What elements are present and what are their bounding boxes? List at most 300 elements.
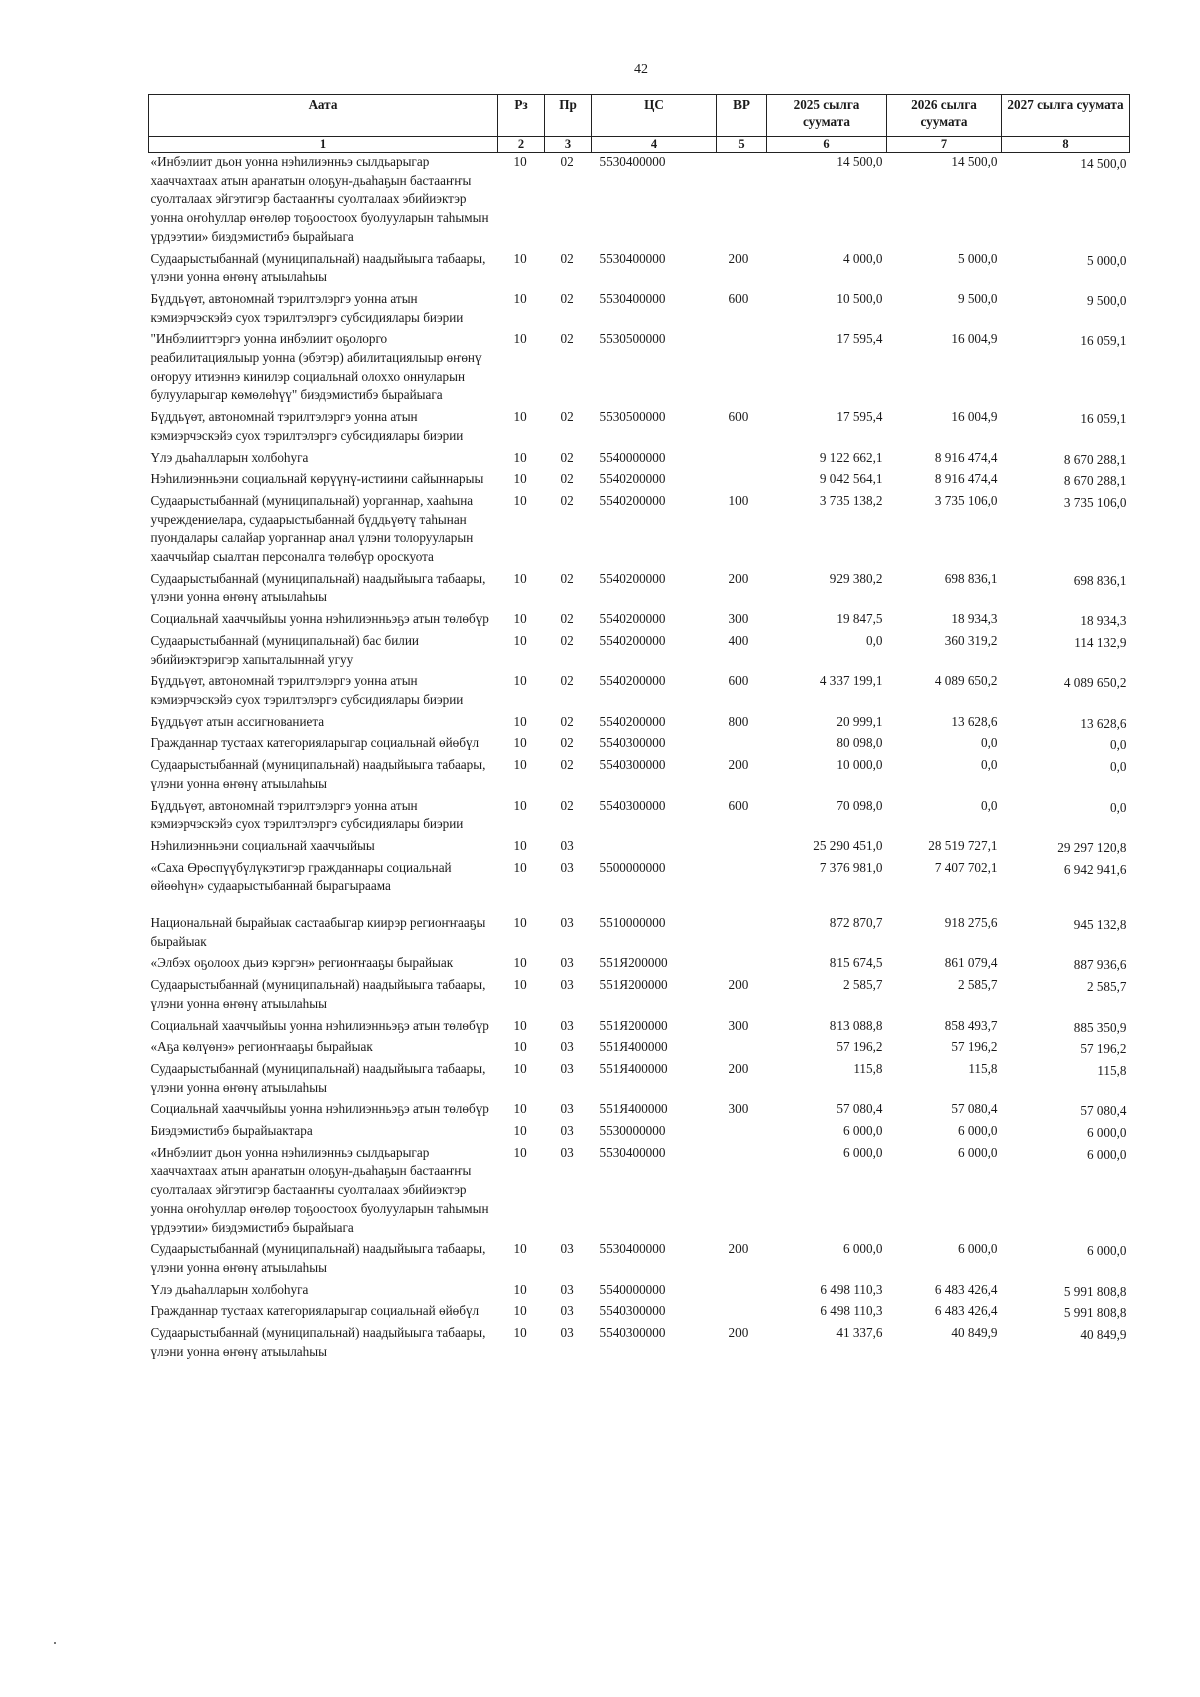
row-pr: 03 bbox=[560, 1060, 574, 1076]
row-vr: 200 bbox=[728, 1241, 749, 1257]
row-2027-value: 8 670 288,1 bbox=[1063, 473, 1127, 489]
row-name: Биэдэмистибэ бырайыактара bbox=[150, 1123, 313, 1139]
row-vr: 200 bbox=[728, 1060, 749, 1076]
row-name: Социальнай хааччыйыы уонна нэһилиэнньэҕэ атын төлөбүр bbox=[150, 1101, 489, 1117]
row-2026-amount: 18 934,3 bbox=[951, 611, 998, 627]
row-2025-amount: 115,8 bbox=[853, 1060, 883, 1076]
row-rz: 10 bbox=[513, 713, 527, 729]
table-row bbox=[149, 1324, 1130, 1364]
row-2027-amount bbox=[1002, 672, 1130, 712]
row-rz: 10 bbox=[513, 1241, 527, 1257]
row-2026-amount: 14 500,0 bbox=[951, 154, 998, 169]
row-pr: 02 bbox=[560, 331, 574, 347]
row-2027-value: 57 196,2 bbox=[1080, 1041, 1127, 1057]
row-2025-amount: 6 498 110,3 bbox=[820, 1281, 883, 1297]
row-cs: 5540300000 bbox=[599, 797, 666, 813]
row-2027-amount bbox=[1002, 470, 1130, 492]
row-2026-amount: 6 000,0 bbox=[957, 1241, 998, 1257]
row-rz: 10 bbox=[513, 1060, 527, 1076]
row-name: Нэһилиэнньэни социальнай хааччыйыы bbox=[150, 837, 375, 853]
row-2026-amount: 7 407 702,1 bbox=[934, 859, 998, 875]
row-vr: 200 bbox=[728, 1325, 749, 1341]
row-cs: 5530400000 bbox=[599, 250, 666, 266]
row-2027-amount bbox=[1002, 954, 1130, 976]
row-2026-amount: 698 836,1 bbox=[944, 570, 998, 586]
row-cs: 5540200000 bbox=[599, 713, 666, 729]
row-vr: 600 bbox=[728, 290, 749, 306]
row-2026-amount: 5 000,0 bbox=[957, 250, 998, 266]
column-number: 3 bbox=[545, 137, 592, 153]
row-name: Судаарыстыбаннай (муниципальнай) уорганнар, хааһына учреждениелара, судаарыстыбаннай бүддьүөтү таһынан пуондалары салайар уорганнар анал үлэни толорууларын хааччыйар сыалтан персоналга төлөбүр ороскуота bbox=[150, 492, 474, 565]
row-cs: 5540000000 bbox=[599, 449, 666, 465]
row-pr: 03 bbox=[560, 859, 574, 875]
row-2027-value: 0,0 bbox=[1110, 759, 1127, 775]
row-name: Судаарыстыбаннай (муниципальнай) бас билии эбийиэктэригэр хапыталыннай угуу bbox=[150, 632, 419, 667]
table-row bbox=[149, 1240, 1130, 1280]
table-row bbox=[149, 1100, 1130, 1122]
row-rz: 10 bbox=[513, 409, 527, 425]
column-number: 7 bbox=[887, 137, 1002, 153]
row-2025-amount: 70 098,0 bbox=[836, 797, 883, 813]
row-2027-value: 698 836,1 bbox=[1073, 572, 1127, 588]
table-row bbox=[149, 672, 1130, 712]
row-name: Гражданнар тустаах категорияларыгар социальнай өйөбүл bbox=[150, 1303, 480, 1319]
row-2027-amount bbox=[1002, 492, 1130, 570]
row-2026-amount: 6 000,0 bbox=[957, 1123, 998, 1139]
row-pr: 02 bbox=[560, 154, 574, 169]
row-name: Бүддьүөт, автономнай тэрилтэлэргэ уонна атын кэмиэрчэскэйэ суох тэрилтэлэргэ субсидиялары биэрии bbox=[150, 290, 464, 325]
row-vr: 300 bbox=[728, 1017, 749, 1033]
row-2026-amount: 57 196,2 bbox=[951, 1039, 998, 1055]
row-vr bbox=[717, 1038, 767, 1060]
row-name: Бүддьүөт, автономнай тэрилтэлэргэ уонна атын кэмиэрчэскэйэ суох тэрилтэлэргэ субсидиялары биэрии bbox=[150, 797, 464, 832]
row-name: Үлэ дьаһалларын холбоһуга bbox=[150, 1281, 309, 1297]
row-cs: 551Я400000 bbox=[599, 1039, 668, 1055]
row-cs: 5530400000 bbox=[599, 154, 666, 169]
table-row bbox=[149, 976, 1130, 1016]
row-vr bbox=[717, 330, 767, 408]
row-2027-value: 6 000,0 bbox=[1086, 1125, 1127, 1141]
row-pr: 03 bbox=[560, 1241, 574, 1257]
header-rz: Рз bbox=[498, 95, 545, 137]
row-2025-amount: 6 000,0 bbox=[842, 1123, 883, 1139]
row-2027-value: 29 297 120,8 bbox=[1057, 839, 1127, 855]
table-row bbox=[149, 797, 1130, 837]
row-rz: 10 bbox=[513, 673, 527, 689]
row-2026-amount: 16 004,9 bbox=[951, 331, 998, 347]
row-2025-amount: 815 674,5 bbox=[829, 955, 883, 971]
row-pr: 02 bbox=[560, 492, 574, 508]
row-pr: 02 bbox=[560, 713, 574, 729]
row-rz: 10 bbox=[513, 797, 527, 813]
row-vr: 600 bbox=[728, 673, 749, 689]
row-cs: 5530400000 bbox=[599, 1144, 666, 1160]
row-2027-amount bbox=[1002, 1144, 1130, 1241]
row-name: «Инбэлиит дьон уонна нэһилиэнньэ сылдьарыгар хааччахтаах атын араҥатын олоҕун-дьаһаҕын бастааҥҥы суолталаах эйгэтигэр бастааҥҥы суолталаах эбийиэктэр уонна оҥоһуллар өҥөлөр тоҕоостоох буолууларын таһымын үрдээтии» биэдэмистибэ бырайыага bbox=[150, 1144, 489, 1235]
row-vr: 600 bbox=[728, 797, 749, 813]
row-2025-amount: 80 098,0 bbox=[836, 735, 883, 751]
row-2025-amount: 6 000,0 bbox=[842, 1144, 883, 1160]
row-2027-amount bbox=[1002, 1017, 1130, 1039]
row-rz: 10 bbox=[513, 955, 527, 971]
row-vr: 400 bbox=[728, 632, 749, 648]
row-2027-amount bbox=[1002, 1122, 1130, 1144]
page-number: 42 bbox=[634, 62, 648, 77]
row-name: Судаарыстыбаннай (муниципальнай) наадыйыыга табаары, үлэни уонна өҥөнү атыылаһыы bbox=[150, 1325, 486, 1359]
row-rz: 10 bbox=[513, 1144, 527, 1160]
row-rz: 10 bbox=[513, 837, 527, 853]
row-vr bbox=[717, 914, 767, 954]
row-vr bbox=[717, 837, 767, 859]
row-rz: 10 bbox=[513, 471, 527, 487]
row-name: Бүддьүөт атын ассигнованиета bbox=[150, 713, 325, 729]
row-2027-amount bbox=[1002, 1302, 1130, 1324]
row-rz: 10 bbox=[513, 492, 527, 508]
row-pr: 03 bbox=[560, 1281, 574, 1297]
row-2026-amount: 13 628,6 bbox=[951, 713, 998, 729]
row-2026-amount: 115,8 bbox=[968, 1060, 998, 1076]
column-number: 5 bbox=[717, 137, 767, 153]
header-pr: Пр bbox=[545, 95, 592, 137]
row-cs: 5540200000 bbox=[599, 611, 666, 627]
row-2027-value: 5 991 808,8 bbox=[1063, 1283, 1127, 1299]
row-2027-value: 887 936,6 bbox=[1073, 957, 1127, 973]
row-2027-amount bbox=[1002, 837, 1130, 859]
row-2025-amount: 10 500,0 bbox=[836, 290, 883, 306]
row-2025-amount: 3 735 138,2 bbox=[819, 492, 883, 508]
row-name: «Саха Өрөспүүбүлүкэтигэр гражданнары социальнай өйөөһүн» судаарыстыбаннай бырагыраама bbox=[150, 859, 452, 894]
row-pr: 02 bbox=[560, 673, 574, 689]
header-name: Аата bbox=[149, 95, 498, 137]
row-vr: 800 bbox=[728, 713, 749, 729]
row-pr: 02 bbox=[560, 250, 574, 266]
header-2025: 2025 сылга суумата bbox=[767, 95, 887, 137]
row-cs: 5540300000 bbox=[599, 1325, 666, 1341]
row-pr: 02 bbox=[560, 632, 574, 648]
row-rz: 10 bbox=[513, 611, 527, 627]
row-2025-amount: 20 999,1 bbox=[836, 713, 883, 729]
row-rz: 10 bbox=[513, 331, 527, 347]
row-rz: 10 bbox=[513, 290, 527, 306]
row-cs: 5540200000 bbox=[599, 570, 666, 586]
row-vr: 200 bbox=[728, 570, 749, 586]
row-cs: 5530000000 bbox=[599, 1123, 666, 1139]
table-row bbox=[149, 954, 1130, 976]
row-2027-value: 16 059,1 bbox=[1080, 411, 1127, 427]
row-name: Бүддьүөт, автономнай тэрилтэлэргэ уонна атын кэмиэрчэскэйэ суох тэрилтэлэргэ субсидиялары биэрии bbox=[150, 673, 464, 707]
row-name: «Инбэлиит дьон уонна нэһилиэнньэ сылдьарыгар хааччахтаах атын араҥатын олоҕун-дьаһаҕын бастааҥҥы суолталаах эйгэтигэр бастааҥҥы суолталаах эбийиэктэр уонна оҥоһуллар өҥөлөр тоҕоостоох буолууларын таһымын үрдээтии» биэдэмистибэ бырайыага bbox=[150, 154, 489, 244]
row-2025-amount: 6 000,0 bbox=[842, 1241, 883, 1257]
row-pr: 03 bbox=[560, 1017, 574, 1033]
table-row bbox=[149, 153, 1130, 250]
row-pr: 02 bbox=[560, 471, 574, 487]
table-row bbox=[149, 837, 1130, 859]
table-row bbox=[149, 1122, 1130, 1144]
row-2027-amount bbox=[1002, 153, 1130, 250]
row-name: Гражданнар тустаах категорияларыгар социальнай өйөбүл bbox=[150, 735, 480, 751]
row-2025-amount: 57 196,2 bbox=[836, 1039, 883, 1055]
column-number: 4 bbox=[592, 137, 717, 153]
table-row bbox=[149, 1144, 1130, 1241]
row-2025-amount: 17 595,4 bbox=[836, 409, 883, 425]
row-rz: 10 bbox=[513, 1123, 527, 1139]
row-name: «Элбэх оҕолоох дьиэ кэргэн» региоҥҥааҕы бырайыак bbox=[150, 955, 454, 971]
row-pr: 02 bbox=[560, 570, 574, 586]
row-vr bbox=[717, 153, 767, 250]
header-2026: 2026 сылга суумата bbox=[887, 95, 1002, 137]
row-2025-amount: 17 595,4 bbox=[836, 331, 883, 347]
column-number: 1 bbox=[149, 137, 498, 153]
row-2026-amount: 360 319,2 bbox=[944, 632, 998, 648]
row-2027-value: 3 735 106,0 bbox=[1063, 494, 1127, 510]
row-2027-amount bbox=[1002, 250, 1130, 290]
row-name: Судаарыстыбаннай (муниципальнай) наадыйыыга табаары, үлэни уонна өҥөнү атыылаһыы bbox=[150, 757, 486, 791]
row-2027-value: 114 132,9 bbox=[1074, 634, 1127, 650]
table-row bbox=[149, 1038, 1130, 1060]
column-number: 2 bbox=[498, 137, 545, 153]
row-cs: 5530400000 bbox=[599, 290, 666, 306]
row-cs: 551Я400000 bbox=[599, 1101, 668, 1117]
row-2026-amount: 858 493,7 bbox=[944, 1017, 998, 1033]
row-2026-amount: 0,0 bbox=[981, 757, 998, 773]
row-cs: 5530500000 bbox=[599, 409, 666, 425]
table-row bbox=[149, 734, 1130, 756]
table-row bbox=[149, 449, 1130, 471]
row-2025-amount: 4 000,0 bbox=[842, 250, 883, 266]
row-cs: 5540200000 bbox=[599, 673, 666, 689]
row-2027-amount bbox=[1002, 330, 1130, 408]
row-vr: 600 bbox=[728, 409, 749, 425]
row-2027-value: 6 942 941,6 bbox=[1063, 861, 1127, 877]
row-2025-amount: 9 122 662,1 bbox=[819, 449, 883, 465]
row-rz: 10 bbox=[513, 1101, 527, 1117]
row-pr: 02 bbox=[560, 290, 574, 306]
row-2027-value: 115,8 bbox=[1097, 1062, 1127, 1078]
row-2025-amount: 2 585,7 bbox=[842, 977, 883, 993]
table-header-row bbox=[149, 95, 1130, 137]
row-rz: 10 bbox=[513, 1281, 527, 1297]
row-name: Нэһилиэнньэни социальнай көрүүнү-истиини сайыннарыы bbox=[150, 471, 484, 487]
row-2027-amount bbox=[1002, 734, 1130, 756]
row-pr: 03 bbox=[560, 1325, 574, 1341]
row-name: Судаарыстыбаннай (муниципальнай) наадыйыыга табаары, үлэни уонна өҥөнү атыылаһыы bbox=[150, 570, 486, 605]
row-cs: 551Я200000 bbox=[599, 977, 668, 993]
table-row bbox=[149, 250, 1130, 290]
row-rz: 10 bbox=[513, 757, 527, 773]
row-2026-amount: 3 735 106,0 bbox=[934, 492, 998, 508]
table-row bbox=[149, 610, 1130, 632]
row-rz: 10 bbox=[513, 859, 527, 875]
row-vr bbox=[717, 1122, 767, 1144]
row-2025-amount: 25 290 451,0 bbox=[813, 837, 883, 853]
row-pr: 02 bbox=[560, 735, 574, 751]
row-cs: 5540300000 bbox=[599, 757, 666, 773]
row-pr: 03 bbox=[560, 977, 574, 993]
row-name: Социальнай хааччыйыы уонна нэһилиэнньэҕэ атын төлөбүр bbox=[150, 1017, 489, 1033]
row-rz: 10 bbox=[513, 1325, 527, 1341]
row-2027-amount bbox=[1002, 1100, 1130, 1122]
row-pr: 02 bbox=[560, 449, 574, 465]
row-2025-amount: 813 088,8 bbox=[829, 1017, 883, 1033]
row-2026-amount: 6 483 426,4 bbox=[934, 1281, 998, 1297]
table-row bbox=[149, 1017, 1130, 1039]
row-cs: 5540200000 bbox=[599, 471, 666, 487]
row-2026-amount: 28 519 727,1 bbox=[928, 837, 998, 853]
row-2027-amount bbox=[1002, 756, 1130, 796]
row-2027-value: 885 350,9 bbox=[1073, 1019, 1127, 1035]
row-2026-amount: 861 079,4 bbox=[944, 955, 998, 971]
budget-table bbox=[148, 94, 1130, 1364]
row-2025-amount: 872 870,7 bbox=[829, 915, 883, 931]
row-2027-value: 57 080,4 bbox=[1080, 1103, 1127, 1119]
row-2027-value: 8 670 288,1 bbox=[1063, 451, 1127, 467]
table-row bbox=[149, 859, 1130, 914]
row-2027-amount bbox=[1002, 1281, 1130, 1303]
row-rz: 10 bbox=[513, 250, 527, 266]
row-2027-value: 6 000,0 bbox=[1086, 1146, 1127, 1162]
row-2026-amount: 8 916 474,4 bbox=[934, 471, 998, 487]
row-rz: 10 bbox=[513, 632, 527, 648]
row-2025-amount: 929 380,2 bbox=[829, 570, 883, 586]
table-row bbox=[149, 632, 1130, 672]
row-2027-amount bbox=[1002, 859, 1130, 914]
row-name: Судаарыстыбаннай (муниципальнай) наадыйыыга табаары, үлэни уонна өҥөнү атыылаһыы bbox=[150, 977, 486, 1011]
row-pr: 02 bbox=[560, 797, 574, 813]
row-pr: 03 bbox=[560, 1123, 574, 1139]
row-rz: 10 bbox=[513, 735, 527, 751]
row-vr bbox=[717, 954, 767, 976]
row-2026-amount: 16 004,9 bbox=[951, 409, 998, 425]
row-cs bbox=[592, 837, 717, 859]
row-rz: 10 bbox=[513, 915, 527, 931]
row-2025-amount: 4 337 199,1 bbox=[819, 673, 883, 689]
row-vr: 200 bbox=[728, 977, 749, 993]
column-number: 6 bbox=[767, 137, 887, 153]
row-2027-value: 2 585,7 bbox=[1086, 979, 1127, 995]
row-2027-value: 0,0 bbox=[1110, 737, 1127, 753]
row-pr: 02 bbox=[560, 611, 574, 627]
row-2025-amount: 19 847,5 bbox=[836, 611, 883, 627]
row-2026-amount: 0,0 bbox=[981, 797, 998, 813]
row-cs: 5540200000 bbox=[599, 492, 666, 508]
table-row bbox=[149, 330, 1130, 408]
row-2027-amount bbox=[1002, 610, 1130, 632]
table-row bbox=[149, 713, 1130, 735]
row-2027-value: 18 934,3 bbox=[1080, 613, 1127, 629]
row-cs: 5530400000 bbox=[599, 1241, 666, 1257]
row-2026-amount: 918 275,6 bbox=[944, 915, 998, 931]
row-2027-amount bbox=[1002, 408, 1130, 448]
row-2027-value: 6 000,0 bbox=[1086, 1243, 1127, 1259]
row-pr: 02 bbox=[560, 409, 574, 425]
row-name: Бүддьүөт, автономнай тэрилтэлэргэ уонна атын кэмиэрчэскэйэ суох тэрилтэлэргэ субсидиялары биэрии bbox=[150, 409, 464, 443]
row-2026-amount: 9 500,0 bbox=[957, 290, 998, 306]
row-cs: 551Я400000 bbox=[599, 1060, 668, 1076]
row-2027-amount bbox=[1002, 713, 1130, 735]
table-row bbox=[149, 1060, 1130, 1100]
row-2026-amount: 2 585,7 bbox=[957, 977, 998, 993]
table-row bbox=[149, 1302, 1130, 1324]
row-vr: 200 bbox=[728, 250, 749, 266]
row-2027-value: 0,0 bbox=[1110, 799, 1127, 815]
row-name: Судаарыстыбаннай (муниципальнай) наадыйыыга табаары, үлэни уонна өҥөнү атыылаһыы bbox=[150, 1060, 486, 1095]
column-number-row bbox=[149, 137, 1130, 153]
row-2025-amount: 7 376 981,0 bbox=[819, 859, 883, 875]
row-pr: 03 bbox=[560, 1144, 574, 1160]
row-rz: 10 bbox=[513, 1303, 527, 1319]
table-row bbox=[149, 470, 1130, 492]
row-cs: 5500000000 bbox=[599, 859, 666, 875]
row-pr: 03 bbox=[560, 1039, 574, 1055]
row-2027-amount bbox=[1002, 1038, 1130, 1060]
row-pr: 03 bbox=[560, 837, 574, 853]
row-name: Социальнай хааччыйыы уонна нэһилиэнньэҕэ атын төлөбүр bbox=[150, 611, 489, 627]
scan-artifact-dot bbox=[54, 1642, 56, 1644]
row-2026-amount: 40 849,9 bbox=[951, 1325, 998, 1341]
row-pr: 03 bbox=[560, 955, 574, 971]
row-2027-value: 5 991 808,8 bbox=[1063, 1305, 1127, 1321]
row-rz: 10 bbox=[513, 1039, 527, 1055]
row-vr bbox=[717, 1281, 767, 1303]
row-cs: 5540000000 bbox=[599, 1281, 666, 1297]
table-row bbox=[149, 290, 1130, 330]
row-name: «Аҕа көлүөнэ» региоҥҥааҕы бырайыак bbox=[150, 1039, 373, 1055]
row-2027-amount bbox=[1002, 1060, 1130, 1100]
row-rz: 10 bbox=[513, 154, 527, 169]
row-2027-amount bbox=[1002, 632, 1130, 672]
row-vr bbox=[717, 1144, 767, 1241]
table-row bbox=[149, 570, 1130, 610]
row-rz: 10 bbox=[513, 977, 527, 993]
row-2026-amount: 6 483 426,4 bbox=[934, 1303, 998, 1319]
row-cs: 551Я200000 bbox=[599, 1017, 668, 1033]
row-2025-amount: 10 000,0 bbox=[836, 757, 883, 773]
row-name: Судаарыстыбаннай (муниципальнай) наадыйыыга табаары, үлэни уонна өҥөнү атыылаһыы bbox=[150, 250, 486, 285]
table-row bbox=[149, 1281, 1130, 1303]
row-vr bbox=[717, 734, 767, 756]
row-vr bbox=[717, 1302, 767, 1324]
row-2027-amount bbox=[1002, 1324, 1130, 1364]
row-vr: 200 bbox=[728, 757, 749, 773]
row-2027-value: 4 089 650,2 bbox=[1063, 675, 1127, 691]
row-2027-amount bbox=[1002, 449, 1130, 471]
column-number: 8 bbox=[1002, 137, 1130, 153]
row-vr: 100 bbox=[728, 492, 749, 508]
row-rz: 10 bbox=[513, 1017, 527, 1033]
row-2027-amount bbox=[1002, 1240, 1130, 1280]
table-body bbox=[149, 153, 1130, 1365]
header-cs: ЦС bbox=[592, 95, 717, 137]
row-vr: 300 bbox=[728, 611, 749, 627]
row-cs: 551Я200000 bbox=[599, 955, 668, 971]
row-name: "Инбэлииттэргэ уонна инбэлиит оҕолорго реабилитациялыыр уонна (эбэтэр) абилитациялыыр өҥөнү оҥоруу итиэннэ кинилэр социальнай олоххо оннуларын булууларыгар көмөлөһүү" биэдэмистибэ бырайыага bbox=[150, 331, 482, 403]
row-2026-amount: 4 089 650,2 bbox=[934, 673, 998, 689]
row-cs: 5540200000 bbox=[599, 632, 666, 648]
row-2027-amount bbox=[1002, 290, 1130, 330]
row-2027-value: 14 500,0 bbox=[1080, 156, 1127, 171]
row-2026-amount: 6 000,0 bbox=[957, 1144, 998, 1160]
row-pr: 03 bbox=[560, 1101, 574, 1117]
row-cs: 5540300000 bbox=[599, 1303, 666, 1319]
header-2027: 2027 сылга суумата bbox=[1002, 95, 1130, 137]
row-2027-value: 16 059,1 bbox=[1080, 333, 1127, 349]
row-2026-amount: 57 080,4 bbox=[951, 1101, 998, 1117]
row-2027-amount bbox=[1002, 797, 1130, 837]
table-row bbox=[149, 914, 1130, 954]
row-2025-amount: 41 337,6 bbox=[836, 1325, 883, 1341]
row-2027-value: 13 628,6 bbox=[1080, 715, 1127, 731]
row-rz: 10 bbox=[513, 570, 527, 586]
